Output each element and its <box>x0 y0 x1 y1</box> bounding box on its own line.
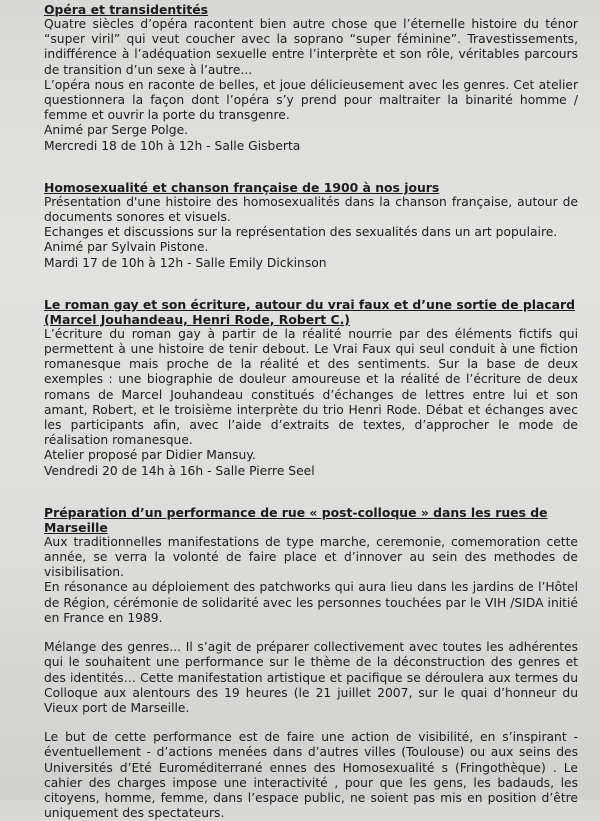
spacer <box>44 716 578 730</box>
spacer <box>44 479 578 505</box>
paragraph: Echanges et discussions sur la représentation des sexualités dans un art populaire. <box>44 225 558 240</box>
host-line: Animé par Sylvain Pistone. <box>44 240 209 255</box>
section-title: Homosexualité et chanson française de 1900 à nos jours <box>44 179 440 195</box>
paragraph: Mélange des genres... Il s’agit de préparer collectivement avec toutes les adhérentes qui le souhaitent une performance sur le thème de la déconstruction des genres et des identités… Cette manifestation artistique et pacifique se déroulera aux termes du Colloque aux alentours des 19 heures (le 21 juillet 2007, sur le quai d’honneur du Vieux port de Marseille. <box>44 640 578 715</box>
paragraph: Aux traditionnelles manifestations de type marche, ceremonie, comemoration cette année, se verra la volonté de faire place et d’innover au sein des methodes de visibilisation. <box>44 534 578 580</box>
section-title: Préparation d’un performance de rue « post-colloque » dans les rues de Marseille <box>44 504 548 535</box>
schedule-line: Vendredi 20 de 14h à 16h - Salle Pierre Seel <box>44 463 315 478</box>
schedule-line: Mercredi 18 de 10h à 12h - Salle Gisberta <box>44 138 301 153</box>
section-title: Opéra et transidentités <box>44 2 209 17</box>
paragraph: Quatre siècles d’opéra racontent bien autre chose que l’éternelle histoire du ténor “super viril” qui veut coucher avec la soprano “super féminine”. Travestissements, indifférence à l’adéquation sexuelle entre l’interprète et son rôle, véritables parcours de transition d’un sexe à l’autre... <box>44 17 578 77</box>
spacer <box>44 626 578 640</box>
paragraph: L’écriture du roman gay à partir de la réalité nourrie par des éléments fictifs qui permettent à une histoire de tenir debout. Le Vrai Faux qui seul conduit à une fiction romanesque mais proche de la réalité et des sentiments. Sur la base de deux exemples : une biographie de douleur amoureuse et la réalité de l’écriture de deux romans de Marcel Jouhandeau constitués d’échanges de lettres entre lui et son amant, Robert, et le troisième interprète du trio Henri Rode. Débat et échanges avec les participants afin, avec l’aide d’extraits de textes, d’approcher le mode de réalisation romanesque. <box>44 326 578 448</box>
host-line: Atelier proposé par Didier Mansuy. <box>44 448 256 463</box>
paragraph: L’opéra nous en raconte de belles, et joue délicieusement avec les genres. Cet atelier questionnera la façon dont l’opéra s’y prend pour maltraiter la binarité homme / femme et ouvrir la porte du transgenre. <box>44 77 578 123</box>
section-opera <box>44 2 578 154</box>
host-line: Animé par Serge Polge. <box>44 123 189 138</box>
section-chanson <box>44 180 578 271</box>
section-performance <box>44 505 578 821</box>
section-title: Le roman gay et son écriture, autour du vrai faux et d’une sortie de placard (Marcel Jouhandeau, Henri Rode, Robert C.) <box>44 296 575 327</box>
spacer <box>44 154 578 180</box>
paragraph: En résonance au déploiement des patchworks qui aura lieu dans les jardins de l’Hôtel de Région, cérémonie de solidarité avec les personnes touchées par le VIH /SIDA initié en France en 1989. <box>44 580 578 625</box>
paragraph: Présentation d'une histoire des homosexualités dans la chanson française, autour de documents sonores et visuels. <box>44 194 578 225</box>
section-roman-gay <box>44 297 578 479</box>
spacer <box>44 271 578 297</box>
schedule-line: Mardi 17 de 10h à 12h - Salle Emily Dickinson <box>44 255 327 270</box>
paragraph: Le but de cette performance est de faire une action de visibilité, en s’inspirant - éventuellement - d’actions menées dans d’autres villes (Toulouse) ou aux seins des Universités d’Eté Euroméditerrané ennes des Homosexualité s (Fringothèque) . Le cahier des charges impose une interactivité , pour que les gens, les badauds, les citoyens, homme, femme, dans l’espace public, ne soient pas mis en position d’être uniquement des spectateurs. <box>44 730 578 821</box>
